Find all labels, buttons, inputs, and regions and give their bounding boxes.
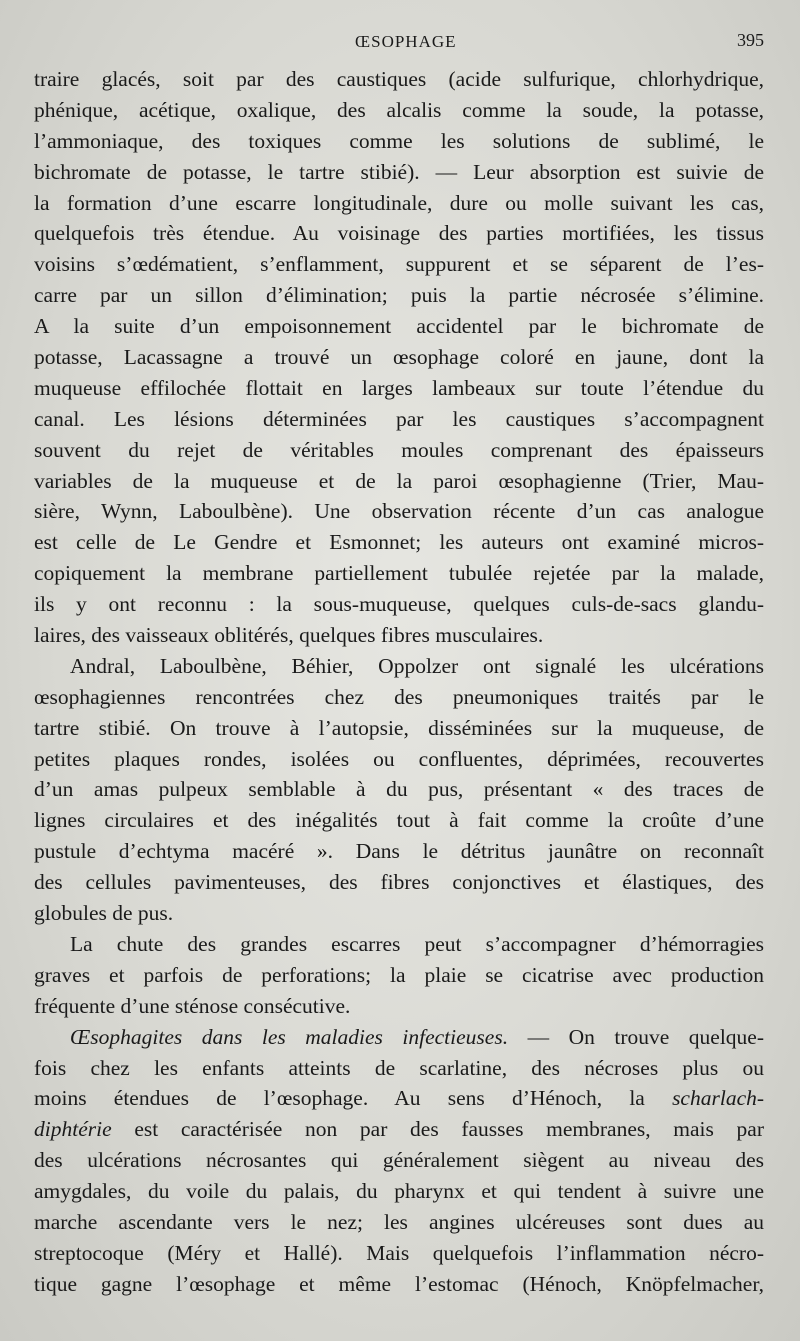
text-line: copiquement la membrane partiellement tubulée rejetée par la malade, [34,561,764,586]
text-span: — On trouve quelque- [527,1024,764,1049]
text-line: sière, Wynn, Laboulbène). Une observation récente d’un cas analogue [34,499,764,524]
text-line: A la suite d’un empoisonnement accidentel par le bichromate de [34,314,764,339]
paragraph-start-line: La chute des grandes escarres peut s’accompagner d’hémorragies [70,931,764,956]
text-line: bichromate de potasse, le tartre stibié). — Leur absorption est suivie de [34,159,764,184]
text-line: carre par un sillon d’élimination; puis la partie nécrosée s’élimine. [34,283,764,308]
text-line: lignes circulaires et des inégalités tout à fait comme la croûte d’une [34,808,764,833]
section-heading-line [34,1022,764,1053]
text-line: œsophagiennes rencontrées chez des pneumoniques traités par le [34,684,764,709]
running-title: ŒSOPHAGE [355,32,457,51]
text-line: streptocoque (Méry et Hallé). Mais quelquefois l’inflammation nécro- [34,1240,764,1265]
text-line: phénique, acétique, oxalique, des alcalis comme la soude, la potasse, [34,97,764,122]
text-line: voisins s’œdématient, s’enflamment, suppurent et se séparent de l’es- [34,252,764,277]
text-span: est caractérisée non par des fausses membranes, mais par [134,1117,765,1142]
text-line: est celle de Le Gendre et Esmonnet; les auteurs ont examiné micros- [34,530,764,555]
text-line: potasse, Lacassagne a trouvé un œsophage coloré en jaune, dont la [34,345,764,370]
body-text [34,64,764,1300]
text-line: petites plaques rondes, isolées ou confluentes, déprimées, recouvertes [34,746,764,771]
text-line: traire glacés, soit par des caustiques (acide sulfurique, chlorhydrique, [34,67,764,91]
text-line: des cellules pavimenteuses, des fibres conjonctives et élastiques, des [34,870,764,895]
text-line: d’un amas pulpeux semblable à du pus, présentant « des traces de [34,777,764,802]
section-heading: Œsophagites dans les maladies infectieuses. [70,1024,509,1049]
paragraph-start-line: Andral, Laboulbène, Béhier, Oppolzer ont signalé les ulcérations [70,653,764,678]
text-line: ils y ont reconnu : la sous-muqueuse, quelques culs-de-sacs glandu- [34,592,764,617]
text-span: moins étendues de l’œsophage. Au sens d’Hénoch, la [34,1086,645,1111]
paragraph-end-line: globules de pus. [34,901,174,926]
text-line: fois chez les enfants atteints de scarlatine, des nécroses plus ou [34,1055,764,1080]
italic-term: diphtérie [34,1117,112,1142]
text-line: l’ammoniaque, des toxiques comme les solutions de sublimé, le [34,128,764,153]
text-line: marche ascendante vers le nez; les angines ulcéreuses sont dues au [34,1209,764,1234]
paragraph-end-line: fréquente d’une sténose consécutive. [34,993,351,1018]
text-line [34,1114,764,1145]
text-line: tartre stibié. On trouve à l’autopsie, disséminées sur la muqueuse, de [34,715,764,740]
text-line: canal. Les lésions déterminées par les caustiques s’accompagnent [34,406,764,431]
text-line: souvent du rejet de véritables moules comprenant des épaisseurs [34,437,764,462]
paragraph-end-line: laires, des vaisseaux oblitérés, quelques fibres musculaires. [34,623,544,648]
text-line: pustule d’echtyma macéré ». Dans le détritus jaunâtre on reconnaît [34,839,764,864]
text-line: muqueuse effilochée flottait en larges lambeaux sur toute l’étendue du [34,375,764,400]
text-line: variables de la muqueuse et de la paroi œsophagienne (Trier, Mau- [34,468,764,493]
text-line: tique gagne l’œsophage et même l’estomac (Hénoch, Knöpfelmacher, [34,1271,764,1296]
text-line: graves et parfois de perforations; la plaie se cicatrise avec production [34,962,764,987]
text-line: quelquefois très étendue. Au voisinage des parties mortifiées, les tissus [34,221,764,246]
text-line: la formation d’une escarre longitudinale, dure ou molle suivant les cas, [34,190,764,215]
text-line [34,1083,764,1114]
page-header [0,30,800,60]
text-line: des ulcérations nécrosantes qui généralement siègent au niveau des [34,1148,764,1173]
page-number: 395 [737,30,764,50]
italic-term: scharlach- [672,1086,765,1111]
text-line: amygdales, du voile du palais, du pharynx et qui tendent à suivre une [34,1179,764,1204]
